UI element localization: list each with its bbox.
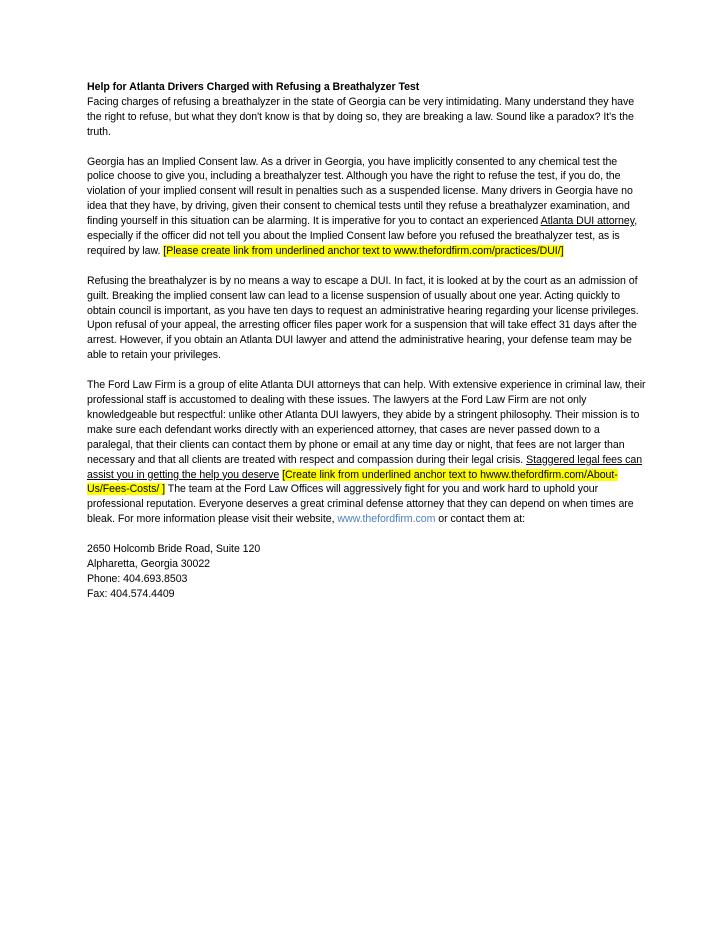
paragraph-ford-law-firm	[87, 378, 647, 527]
paragraph-text: The Ford Law Firm is a group of elite Atlanta DUI attorneys that can help. With extensive experience in criminal law, their professional staff is accustomed to dealing with these issues. The lawyers at the Ford Law Firm are not only knowledgeable but respectful: unlike other Atlanta DUI lawyers, they abide by a stringent philosophy. Their mission is to make sure each defendant works directly with an experienced attorney, that cases are never passed down to a paralegal, that their clients can contact them by phone or email at any time day or night, that fees are not larger than necessary and that all clients are treated with respect and compassion during their legal crisis.	[87, 379, 646, 466]
highlighted-link-note: [Please create link from underlined anchor text to www.thefordfirm.com/practices/DUI/]	[163, 244, 564, 257]
paragraph-implied-consent	[87, 155, 647, 259]
paragraph-refusing	[87, 274, 647, 363]
highlighted-link-note: [Create link from underlined anchor text to hwww.thefordfirm.com/About-Us/Fees-Costs/ ]	[87, 468, 618, 496]
website-link[interactable]: www.thefordfirm.com	[337, 513, 436, 526]
fax-number: Fax: 404.574.4409	[87, 587, 175, 600]
address-line-2: Alpharetta, Georgia 30022	[87, 557, 211, 570]
contact-block	[87, 542, 647, 602]
anchor-atlanta-dui-attorney[interactable]: Atlanta DUI attorney	[540, 215, 635, 228]
document-title: Help for Atlanta Drivers Charged with Refusing a Breathalyzer Test	[87, 81, 420, 93]
paragraph-text: , especially if the officer did not tell you about the Implied Consent law before you refused the breathalyzer test, as is required by law.	[87, 215, 638, 257]
paragraph-intro	[87, 95, 647, 140]
paragraph-intro-text: Facing charges of refusing a breathalyzer in the state of Georgia can be very intimidating. Many understand they have the right to refuse, but what they don't know is that by doing so, they are breaking a law. Sound like a paradox? It's the truth.	[87, 95, 635, 138]
paragraph-text: or contact them at:	[435, 513, 526, 526]
paragraph-text: Georgia has an Implied Consent law. As a driver in Georgia, you have implicitly consented to any chemical test the police choose to give you, including a breathalyzer test. Although you have the right to refuse the test, if you do, the violation of your implied consent will result in penalties such as a suspended license. Many drivers in Georgia have no idea that they have, by driving, given their consent to chemical tests until they refuse a breathalyzer examination, and finding yourself in this situation can be alarming. It is imperative for you to contact an experienced	[87, 155, 633, 228]
address-line-1: 2650 Holcomb Bride Road, Suite 120	[87, 543, 261, 556]
phone-number: Phone: 404.693.8503	[87, 572, 188, 585]
paragraph-text: Refusing the breathalyzer is by no means a way to escape a DUI. In fact, it is looked at by the court as an admission of guilt. Breaking the implied consent law can lead to a license suspension of usually about one year. Acting quickly to obtain council is important, as you have ten days to request an administrative hearing regarding your license privileges. Upon refusal of your appeal, the arresting officer files paper work for a suspension that will take effect 31 days after the arrest. However, if you obtain an Atlanta DUI lawyer and attend the administrative hearing, your defense team may be able to retain your privileges.	[87, 274, 639, 362]
anchor-staggered-legal-fees[interactable]: Staggered legal fees can assist you in getting the help you deserve	[87, 453, 643, 481]
paragraph-text: The team at the Ford Law Offices will aggressively fight for you and work hard to uphold your professional reputation. Everyone deserves a great criminal defense attorney that they can depend on when times are bleak. For more information please visit their website,	[87, 483, 634, 526]
document-body	[87, 80, 647, 602]
